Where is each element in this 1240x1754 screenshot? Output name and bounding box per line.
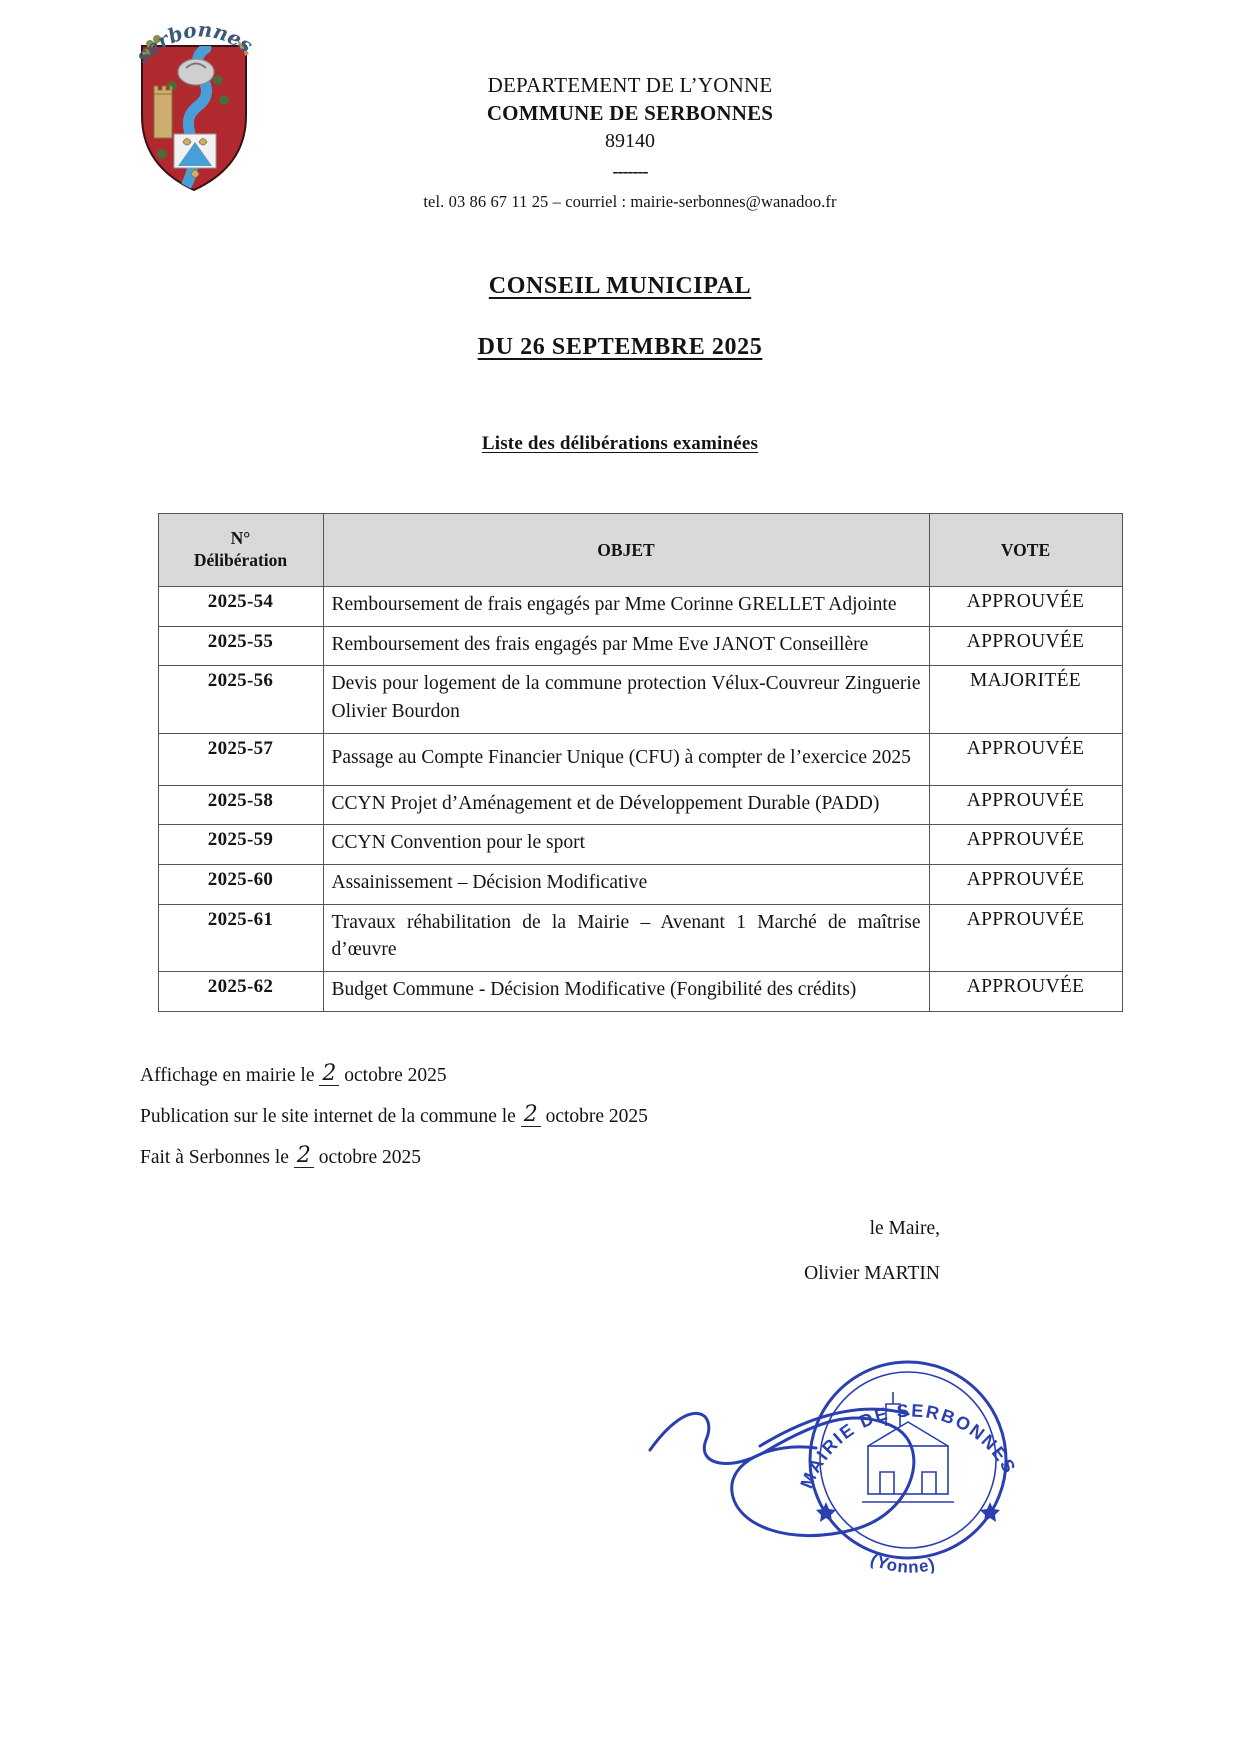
- cell-numero: 2025-61: [158, 904, 323, 971]
- letterhead: [0, 0, 1240, 225]
- table-row: [158, 785, 1122, 825]
- cell-objet: CCYN Convention pour le sport: [323, 825, 929, 865]
- publication-suffix: octobre 2025: [545, 1105, 648, 1127]
- table-row: [158, 825, 1122, 865]
- cell-numero: 2025-58: [158, 785, 323, 825]
- mayor-label: le Maire,: [869, 1217, 940, 1239]
- cell-objet: Budget Commune - Décision Modificative (Fongibilité des crédits): [323, 972, 929, 1012]
- cell-numero: 2025-57: [158, 733, 323, 785]
- cell-numero: 2025-56: [158, 666, 323, 733]
- header-separator: -------: [612, 161, 648, 182]
- cell-vote: APPROUVÉE: [929, 825, 1122, 865]
- table-header: [158, 514, 1122, 587]
- department-line: DEPARTEMENT DE L’YONNE: [487, 73, 773, 97]
- stamp-and-signature: [640, 1330, 1060, 1590]
- cell-vote: APPROUVÉE: [929, 865, 1122, 905]
- column-header-numero-line2: Délibération: [193, 550, 288, 570]
- page-subtitle: DU 26 SEPTEMBRE 2025: [477, 334, 763, 360]
- table-row: [158, 865, 1122, 905]
- letterhead-text: [280, 72, 980, 212]
- section-title: Liste des délibérations examinées: [481, 433, 759, 454]
- postal-code-line: 89140: [605, 130, 655, 153]
- fait-suffix: octobre 2025: [318, 1146, 422, 1168]
- cell-objet: Remboursement de frais engagés par Mme Corinne GRELLET Adjointe: [323, 587, 929, 627]
- cell-vote: APPROUVÉE: [929, 972, 1122, 1012]
- table-header-row: [158, 514, 1122, 587]
- table-row: [158, 904, 1122, 971]
- table-body: [158, 587, 1122, 1012]
- column-header-numero-line1: N°: [230, 528, 251, 549]
- column-header-objet: OBJET: [323, 514, 929, 587]
- cell-numero: 2025-55: [158, 626, 323, 666]
- cell-vote: APPROUVÉE: [929, 785, 1122, 825]
- cell-objet: Travaux réhabilitation de la Mairie – Avenant 1 Marché de maîtrise d’œuvre: [323, 904, 929, 971]
- column-header-vote: VOTE: [929, 514, 1122, 587]
- table-row: [158, 972, 1122, 1012]
- cell-numero: 2025-59: [158, 825, 323, 865]
- stamp-bottom-text: (Yonne): [867, 1549, 938, 1577]
- footer-notices: [140, 1056, 1240, 1179]
- publication-line: [140, 1097, 1240, 1138]
- cell-objet: Assainissement – Décision Modificative: [323, 865, 929, 905]
- cell-vote: APPROUVÉE: [929, 626, 1122, 666]
- cell-numero: 2025-54: [158, 587, 323, 627]
- stamp-top-text: MAIRIE DE SERBONNES: [796, 1400, 1021, 1492]
- cell-numero: 2025-62: [158, 972, 323, 1012]
- affichage-line: [140, 1056, 1240, 1097]
- official-stamp: [810, 1362, 1006, 1558]
- table-row: [158, 626, 1122, 666]
- signature-block: [0, 1207, 940, 1297]
- cell-objet: Remboursement des frais engagés par Mme Eve JANOT Conseillère: [323, 626, 929, 666]
- cell-vote: MAJORITÉE: [929, 666, 1122, 733]
- mayor-name: Olivier MARTIN: [804, 1262, 940, 1284]
- fait-a-line: [140, 1138, 1240, 1179]
- table-row: [158, 733, 1122, 785]
- cell-vote: APPROUVÉE: [929, 904, 1122, 971]
- publication-prefix: Publication sur le site internet de la commune le: [140, 1105, 516, 1127]
- cell-objet: Passage au Compte Financier Unique (CFU) à compter de l’exercice 2025: [323, 733, 929, 785]
- deliberations-table: [158, 513, 1123, 1012]
- title-block: [0, 273, 1240, 361]
- cell-vote: APPROUVÉE: [929, 587, 1122, 627]
- affichage-suffix: octobre 2025: [344, 1064, 447, 1086]
- cell-objet: Devis pour logement de la commune protection Vélux-Couvreur Zinguerie Olivier Bourdon: [323, 666, 929, 733]
- handwritten-signature: [650, 1409, 914, 1535]
- affichage-prefix: Affichage en mairie le: [140, 1064, 315, 1086]
- deliberations-table-wrapper: [158, 513, 1083, 1012]
- cell-objet: CCYN Projet d’Aménagement et de Développement Durable (PADD): [323, 785, 929, 825]
- cell-vote: APPROUVÉE: [929, 733, 1122, 785]
- page-title: CONSEIL MUNICIPAL: [488, 273, 752, 299]
- column-header-numero: [158, 514, 323, 587]
- commune-line: COMMUNE DE SERBONNES: [486, 100, 774, 125]
- contact-line: tel. 03 86 67 11 25 – courriel : mairie-serbonnes@wanadoo.fr: [423, 192, 837, 212]
- table-row: [158, 587, 1122, 627]
- table-row: [158, 666, 1122, 733]
- affichage-handwritten-day: 2: [319, 1063, 339, 1086]
- fait-handwritten-day: 2: [294, 1145, 314, 1168]
- fait-prefix: Fait à Serbonnes le: [140, 1146, 289, 1168]
- publication-handwritten-day: 2: [521, 1104, 541, 1127]
- svg-text:(Yonne): [868, 1550, 938, 1577]
- crest-motto-text: serbonnes: [130, 17, 258, 68]
- cell-numero: 2025-60: [158, 865, 323, 905]
- coat-of-arms-crest: [128, 8, 260, 198]
